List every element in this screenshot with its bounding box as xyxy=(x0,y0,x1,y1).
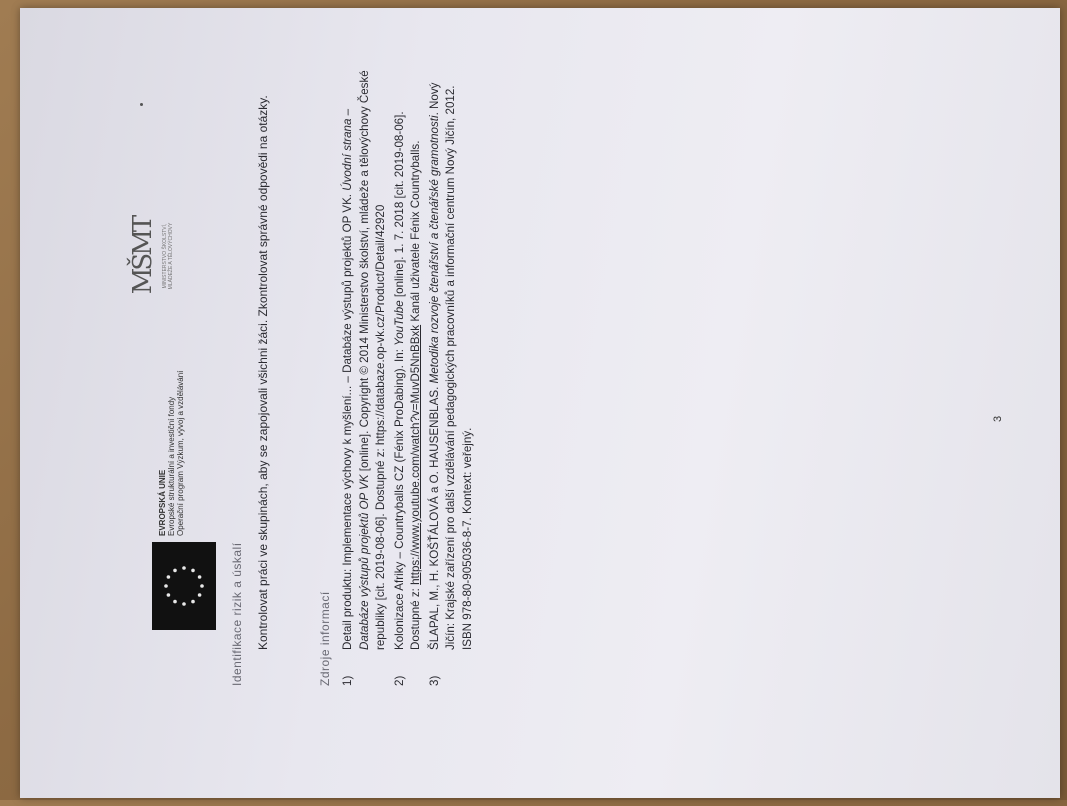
eu-star xyxy=(167,575,171,579)
eu-star xyxy=(182,566,186,570)
eu-star xyxy=(173,600,177,604)
eu-line-1: EVROPSKÁ UNIE xyxy=(158,469,167,536)
reference-number: 1) xyxy=(341,675,354,686)
msmt-subtitle: MINISTERSTVO ŠKOLSTVÍ, MLÁDEŽE A TĚLOVÝCHOVY xyxy=(162,222,174,290)
eu-star xyxy=(164,584,168,588)
reference-item xyxy=(392,66,425,686)
eu-line-2: Evropské strukturální a investiční fondy xyxy=(167,396,176,536)
eu-star xyxy=(191,600,195,604)
reference-list xyxy=(340,66,478,686)
reference-item xyxy=(427,66,477,686)
sources-heading: Zdroje informací xyxy=(318,591,332,686)
msmt-logo xyxy=(128,216,174,296)
reference-number: 2) xyxy=(392,675,406,686)
reference-text: Detail produktu: Implementace výchovy k myšlení... – Databáze výstupů projektů OP VK. Úvodní strana – Databáze výstupů projektů OP VK [online]. Copyright © 2014 Ministerstvo školství, mládeže a tělovýchovy České republiky [cit. 2019-08-06]. Dostupné z: https://databaze.op-vk.cz/Product/Detail/42920 xyxy=(341,70,387,650)
eu-star xyxy=(198,575,202,579)
eu-star xyxy=(200,584,204,588)
risks-text: Kontrolovat práci ve skupinách, aby se zapojovali všichni žáci. Zkontrolovat správné odpovědi na otázky. xyxy=(256,95,270,650)
rotated-page xyxy=(40,16,1067,806)
eu-star xyxy=(182,602,186,606)
eu-line-3: Operační program Výzkum, vývoj a vzdělávání xyxy=(176,370,185,536)
reference-text: Kolonizace Afriky – Countryballs CZ (Fénix ProDabing). In: YouTube [online]. 1. 7. 2018 [cit. 2019-08-06]. Dostupné z: https://www.youtube.com/watch?v=MuvD5NnBBxk Kanál uživatele Fénix Countryballs. xyxy=(392,111,422,650)
eu-star xyxy=(167,593,171,597)
page-number: 3 xyxy=(992,415,1004,422)
msmt-mark: MŠMT xyxy=(128,217,158,295)
reference-item xyxy=(340,66,390,686)
paper-sheet xyxy=(20,8,1060,798)
page-dot xyxy=(140,103,143,106)
eu-star xyxy=(173,569,177,573)
youtube-link[interactable]: https://www.youtube.com/watch?v=MuvD5NnBBxk xyxy=(409,324,422,585)
eu-logo-text xyxy=(158,371,185,536)
eu-star xyxy=(191,569,195,573)
eu-star xyxy=(198,593,202,597)
risks-heading: Identifikace rizik a úskalí xyxy=(230,542,244,686)
reference-text: ŠLAPAL, M., H. KOŠŤÁLOVÁ a O. HAUSENBLAS. Metodika rozvoje čtenářství a čtenářské gramotnosti. Nový Jičín: Krajské zařízení pro další vzdělávání pedagogických pracovníků a informační centrum Nový Jičín, 2012. ISBN 978-80-905036-8-7. Kontext: veřejný. xyxy=(427,82,474,650)
eu-flag-logo xyxy=(152,542,216,630)
reference-number: 3) xyxy=(427,675,441,686)
